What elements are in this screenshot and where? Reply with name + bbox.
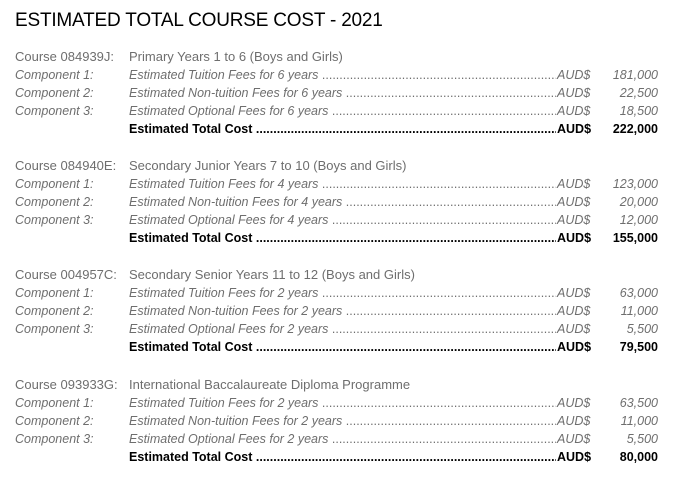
component-row (15, 430, 658, 448)
component-amount: 63,500 (619, 396, 658, 410)
component-row (15, 320, 658, 338)
total-row (15, 448, 658, 466)
currency-label: AUD$ (557, 432, 591, 446)
component-row (15, 193, 658, 211)
total-description: Estimated Total Cost ..... (129, 120, 556, 138)
currency-label: AUD$ (557, 122, 592, 136)
currency-label: AUD$ (557, 231, 592, 245)
component-row (15, 211, 658, 229)
component-description: Estimated Optional Fees for 2 years ..... (129, 430, 556, 448)
component-amount: 181,000 (612, 68, 658, 82)
component-label: Component 3: (15, 322, 94, 336)
component-row (15, 302, 658, 320)
currency-label: AUD$ (557, 286, 591, 300)
currency-label: AUD$ (557, 86, 591, 100)
component-label: Component 2: (15, 195, 94, 209)
component-description: Estimated Optional Fees for 6 years ..... (129, 102, 556, 120)
total-row (15, 229, 658, 247)
currency-label: AUD$ (557, 450, 592, 464)
component-label: Component 1: (15, 177, 94, 191)
component-amount: 123,000 (612, 177, 658, 191)
course-heading (15, 376, 410, 394)
component-row (15, 394, 658, 412)
component-amount: 11,000 (620, 414, 658, 428)
component-amount: 20,000 (619, 195, 658, 209)
component-description: Estimated Non-tuition Fees for 2 years ..... (129, 302, 556, 320)
total-amount: 222,000 (612, 122, 658, 136)
component-label: Component 1: (15, 286, 94, 300)
component-amount: 63,000 (619, 286, 658, 300)
currency-label: AUD$ (557, 322, 591, 336)
course-code: Course 093933G: (15, 377, 118, 392)
total-amount: 155,000 (612, 231, 658, 245)
course-heading (15, 266, 415, 284)
total-description: Estimated Total Cost ..... (129, 229, 556, 247)
component-row (15, 84, 658, 102)
component-amount: 5,500 (626, 322, 658, 336)
currency-label: AUD$ (557, 414, 591, 428)
component-description: Estimated Optional Fees for 2 years ..... (129, 320, 556, 338)
component-label: Component 2: (15, 86, 94, 100)
total-amount: 79,500 (619, 340, 658, 354)
currency-label: AUD$ (557, 213, 591, 227)
component-description: Estimated Tuition Fees for 4 years ..... (129, 175, 556, 193)
component-amount: 11,000 (620, 304, 658, 318)
component-label: Component 1: (15, 396, 94, 410)
component-description: Estimated Tuition Fees for 2 years ..... (129, 284, 556, 302)
course-name: Primary Years 1 to 6 (Boys and Girls) (129, 49, 343, 64)
currency-label: AUD$ (557, 177, 591, 191)
course-name: International Baccalaureate Diploma Programme (129, 377, 411, 392)
component-description: Estimated Optional Fees for 4 years ..... (129, 211, 556, 229)
component-description: Estimated Tuition Fees for 6 years ..... (129, 66, 556, 84)
currency-label: AUD$ (557, 68, 591, 82)
component-amount: 18,500 (619, 104, 658, 118)
component-description: Estimated Tuition Fees for 2 years ..... (129, 394, 556, 412)
currency-label: AUD$ (557, 104, 591, 118)
component-label: Component 2: (15, 304, 94, 318)
component-row (15, 175, 658, 193)
course-code: Course 084939J: (15, 49, 115, 64)
page-title: ESTIMATED TOTAL COURSE COST - 2021 (15, 10, 383, 31)
component-label: Component 3: (15, 213, 94, 227)
component-description: Estimated Non-tuition Fees for 4 years ..... (129, 193, 556, 211)
course-code: Course 084940E: (15, 158, 117, 173)
currency-label: AUD$ (557, 340, 592, 354)
course-name: Secondary Junior Years 7 to 10 (Boys and Girls) (129, 158, 407, 173)
currency-label: AUD$ (557, 304, 591, 318)
currency-label: AUD$ (557, 396, 591, 410)
total-row (15, 338, 658, 356)
component-amount: 5,500 (626, 432, 658, 446)
currency-label: AUD$ (557, 195, 591, 209)
course-name: Secondary Senior Years 11 to 12 (Boys and Girls) (129, 267, 415, 282)
total-description: Estimated Total Cost ..... (129, 448, 556, 466)
total-row (15, 120, 658, 138)
total-amount: 80,000 (619, 450, 658, 464)
component-label: Component 1: (15, 68, 94, 82)
course-heading (15, 48, 343, 66)
total-description: Estimated Total Cost ..... (129, 338, 556, 356)
component-description: Estimated Non-tuition Fees for 6 years ..... (129, 84, 556, 102)
component-row (15, 102, 658, 120)
component-amount: 12,000 (619, 213, 658, 227)
course-heading (15, 157, 406, 175)
component-label: Component 3: (15, 432, 94, 446)
component-row (15, 284, 658, 302)
course-code: Course 004957C: (15, 267, 117, 282)
component-label: Component 2: (15, 414, 94, 428)
component-amount: 22,500 (619, 86, 658, 100)
component-row (15, 66, 658, 84)
component-row (15, 412, 658, 430)
component-description: Estimated Non-tuition Fees for 2 years ..... (129, 412, 556, 430)
component-label: Component 3: (15, 104, 94, 118)
